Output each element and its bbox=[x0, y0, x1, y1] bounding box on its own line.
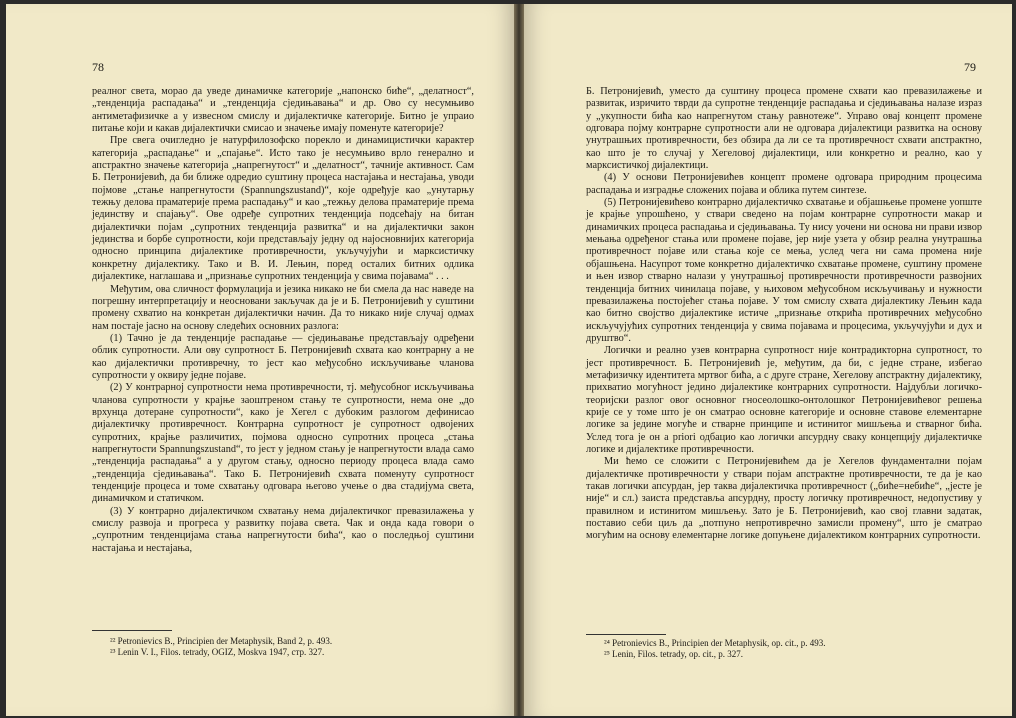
page-number-left: 78 bbox=[92, 60, 104, 74]
paragraph: Међутим, ова сличност формулација и језика никако не би смела да нас наведе на погрешну интерпретацију и неосновани закључак да је и Б. Петронијевић у суштини промену схватио на конкретан дијалектички начин. Да то никако није случај одмах нам постаје јасно на основу следећих основних разлога: bbox=[92, 283, 474, 332]
right-page bbox=[524, 4, 1012, 716]
paragraph: (3) У контрарно дијалектичком схватању нема дијалектичког превазилажења у смислу развоја и прогреса у развитку појава света. Чак и онда када говори о „супротним тенденцијама стања напрегнутости бића“, као о последњој суштини настајања и нестајања, bbox=[92, 505, 474, 554]
left-page bbox=[6, 4, 514, 716]
footnote-rule bbox=[586, 634, 666, 635]
footnotes-right bbox=[604, 638, 964, 660]
footnote: ²⁵ Lenin, Filos. tetrady, op. cit., p. 327. bbox=[604, 649, 743, 659]
paragraph: Пре свега очигледно је натурфилозофско порекло и динамицистички карактер категорија „распадање“ и „спајање“. Исто тако је несумњиво врло генерално и апстрактно значење категорија „напрегнутост“ и „делатност“, тачније активност. Сам Б. Петронијевић, да би ближе одредио суштину процеса настајања и нестајања, уводи појмове „стање напрегнутости (Spannungszustand)“, које одређује као „унутарњу тежњу делова праматерије према распадању“ и као „тежњу делова праматерије према јединству и спајању“. Ове одређе супротних тенденција подсећају на битан дијалектички појам „супротних тенденција развитка“ и на дијалектички закон јединства и борбе супротности, који представљају једну од најосновнијих категорија односно принципа дијалектике противречности, укључујући и марксистичку конкретну дијалектику. Тако и В. И. Лењин, поред осталих битних одлика дијалектике, наглашава и „признање супротних тенденција у свима појавама“ . . . bbox=[92, 135, 474, 283]
paragraph: (5) Петронијевићево контрарно дијалектичко схватање и објашњење промене уопште је крајње упрошћено, у ствари сведено на појам контрарне супротности макар и динамичких процеса распадања и сједињавања. Ту нису уочени ни основа ни прави извор мењања одређеног стања или промене појаве, јер није узета у обзир реална унутрашња противречност појаве или стања које се мења, услед чега ни сама промена није објашњена. Насупрот томе конкретно дијалектичко схватање промене, суштину промене и њен извор стварно налази у унутрашњој противречности противречности развојних тенденција битних чинилаца појаве, у њиховом међусобном искључивању и нужности превазилажења постојећег стања појаве. У том смислу схвата дијалектику Лењин када као битно својство дијалектике истиче „признање открића противречних међусобно искључујућих супротних тенденција у свима појавама и процесима, укључујући и дух и друштво“. bbox=[586, 197, 982, 344]
footnote: ²³ Lenin V. I., Filos. tetrady, OGIZ, Moskva 1947, стр. 327. bbox=[110, 647, 325, 657]
left-page-body bbox=[92, 86, 474, 555]
paragraph: Логички и реално узев контрарна супротност није контрадикторна супротност, то јест противречност. Б. Петронијевић је, међутим, да би, с једне стране, избегао метафизичку идентитета мртвог бића, а с друге стране, Хегелову апстрактну дијалектику, прихватио могућност једино дијалектике контрарних супротности. Најдубљи логичко-теоријски разлог овог основног гносеолошко-онтолошког Петронијевићевог решења крије се у томе што је он сматрао основне категорије и основне ставове елементарне логике за једине могуће и стварне принципе и истинитог мишљења и стварног бића. Услед тога је он a priori одбацио као логички апсурдну сваку концепцију дијалектичке логике и дијалектике противречности. bbox=[586, 345, 982, 455]
page-number-right: 79 bbox=[964, 60, 976, 74]
paragraph: (4) У основи Петронијевићев концепт промене одговара природним процесима распадања и изградње сложених појава и облика путем синтезе. bbox=[586, 172, 982, 196]
footnote-rule bbox=[92, 630, 172, 631]
paragraph: (1) Тачно је да тенденције распадање — сједињавање представљају одређени облик супротности. Али ову супротност Б. Петронијевић схвата као контрарну а не као дијалектички противречну, то јест као међусобно искључивање чланова супротности у оквиру једне појаве. bbox=[92, 332, 474, 381]
footnote: ²² Petronievics B., Principien der Metaphysik, Band 2, p. 493. bbox=[110, 636, 333, 646]
paragraph: (2) У контрарној супротности нема противречности, тј. међусобног искључивања чланова супротности у крајње заоштреном стању те супротности, нема оне „до врхунца дотеране супротности“, како је Хегел с дубоким разлогом дефинисао дијалектичку противречност. Контрарна супротност је супротност одвојених супротних, крајње различитих, појмова односно супротних процеса „стања напрегнутости Spannungszustand“, то јест у једном стању је напрегнутости влада само „тенденција распадања“ а у другом стању, односно периоду процеса влада само „тенденција сједињавања“. Тако Б. Петронијевић схвата поменуту супротност тенденције процеса и томе схватању одговара његово учење о два стадијума света, динамичком и статичком. bbox=[92, 382, 474, 505]
footnote: ²⁴ Petronievics B., Principien der Metaphysik, op. cit., p. 493. bbox=[604, 638, 826, 648]
right-page-body bbox=[586, 86, 982, 543]
paragraph: Б. Петронијевић, уместо да суштину процеса промене схвати као превазилажење и развитак, изричито тврди да супротне тенденције распадања и сједињавања налазе израз у „укупности бића као напрегнутом стању равнотеже“. Управо овај концепт промене одговара појму контрарне супротности али не одговара дијалектици развитка на основу унутрашњих противречности, без обзира да ли се та противречност схвати апстрактно, као што је то случај у Хегеловој дијалектици, или конкретно и реално, као у марксистичкој дијалектици. bbox=[586, 86, 982, 172]
book-spread bbox=[6, 4, 1012, 716]
paragraph: реалног света, морао да уведе динамичке категорије „напонско биће“, „делатност“, „тенденција распадања“ и „тенденција сједињавања“ и др. Ово су несумњиво антиметафизичке а у извесном смислу и дијалектичке категорије. Битно је упраио питање који и какав дијалектички смисао и значење имају поменуте категорије? bbox=[92, 86, 474, 135]
paragraph: Ми ћемо се сложити с Петронијевићем да је Хегелов фундаментални појам дијалектичке противречности у ствари појам апстрактне противречности, те да је као такав логички апсурдан, јер таква дијалектичка противречност („биће=небиће“, „јесте је није“ и сл.) заиста представља апсурдну, просту логичку противречност, недопустиву у правилном и истинитом мишљењу. Зато је Б. Петронијевић, као свој главни задатак, поставио себи циљ да „потпуно непротивречно замисли промену“, што је сматрао могућим на основу елементарне логике допуњене дијалектиком контрарних супротности. bbox=[586, 456, 982, 542]
book-gutter bbox=[514, 4, 524, 716]
footnotes-left bbox=[110, 636, 470, 658]
